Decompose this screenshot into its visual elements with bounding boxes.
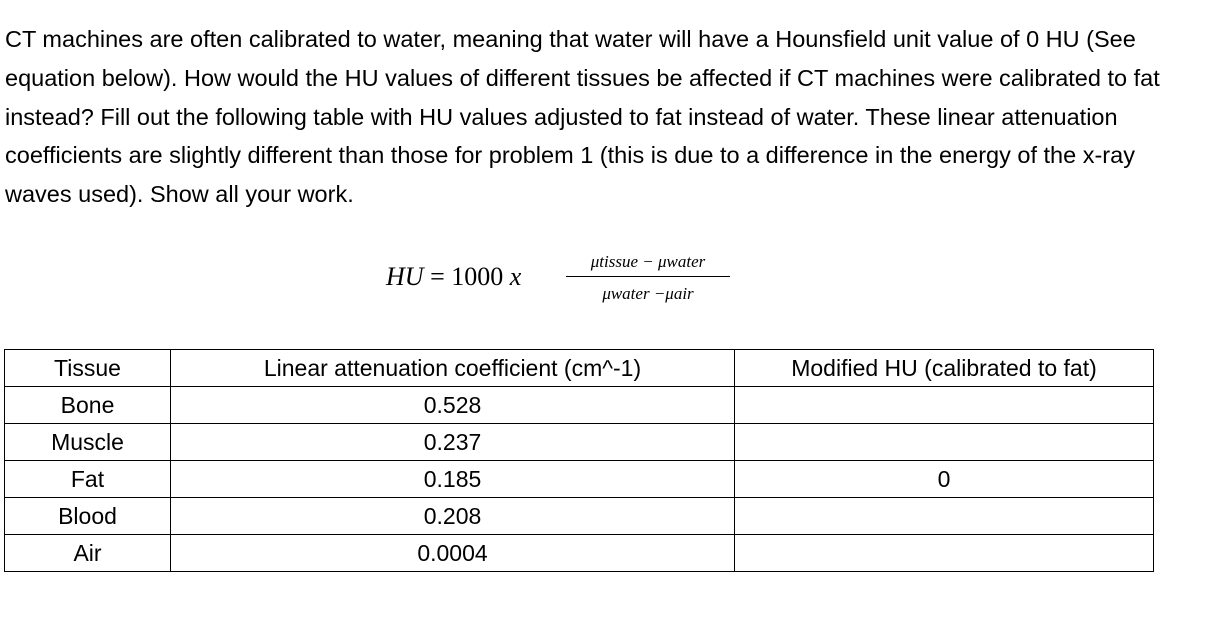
modified-hu-cell[interactable]	[735, 387, 1154, 424]
table-row	[5, 387, 1154, 424]
header-coefficient: Linear attenuation coefficient (cm^-1)	[171, 350, 735, 387]
hu-table	[4, 349, 1154, 572]
problem-statement: CT machines are often calibrated to water, meaning that water will have a Hounsfield unit value of 0 HU (See equation below). How would the HU values of different tissues be affected if CT machines were calibrated to fat instead? Fill out the following table with HU values adjusted to fat instead of water. These linear attenuation coefficients are slightly different than those for problem 1 (this is due to a difference in the energy of the x-ray waves used). Show all your work.	[5, 26, 1160, 208]
coefficient-cell: 0.0004	[171, 535, 735, 572]
table-row	[5, 461, 1154, 498]
modified-hu-cell[interactable]: 0	[735, 461, 1154, 498]
table-header-row	[5, 350, 1154, 387]
tissue-cell: Blood	[5, 498, 171, 535]
table-row	[5, 535, 1154, 572]
equation-denominator: μwater −μair	[602, 284, 694, 303]
coefficient-cell: 0.528	[171, 387, 735, 424]
table-row	[5, 498, 1154, 535]
equation-fraction	[566, 252, 730, 304]
header-tissue: Tissue	[5, 350, 171, 387]
table-row	[5, 424, 1154, 461]
header-modified-hu: Modified HU (calibrated to fat)	[735, 350, 1154, 387]
modified-hu-cell[interactable]	[735, 535, 1154, 572]
tissue-cell: Air	[5, 535, 171, 572]
equation-lhs	[386, 262, 521, 292]
coefficient-cell: 0.237	[171, 424, 735, 461]
coefficient-cell: 0.185	[171, 461, 735, 498]
tissue-cell: Bone	[5, 387, 171, 424]
modified-hu-cell[interactable]	[735, 498, 1154, 535]
equation-times: x	[509, 262, 522, 291]
equation-factor: 1000	[451, 262, 504, 291]
modified-hu-cell[interactable]	[735, 424, 1154, 461]
equation-hu-variable: HU	[386, 262, 424, 291]
tissue-cell: Muscle	[5, 424, 171, 461]
tissue-cell: Fat	[5, 461, 171, 498]
equation-numerator: μtissue − μwater	[566, 252, 730, 277]
coefficient-cell: 0.208	[171, 498, 735, 535]
hu-equation	[386, 252, 746, 312]
equation-equals: =	[430, 262, 445, 291]
